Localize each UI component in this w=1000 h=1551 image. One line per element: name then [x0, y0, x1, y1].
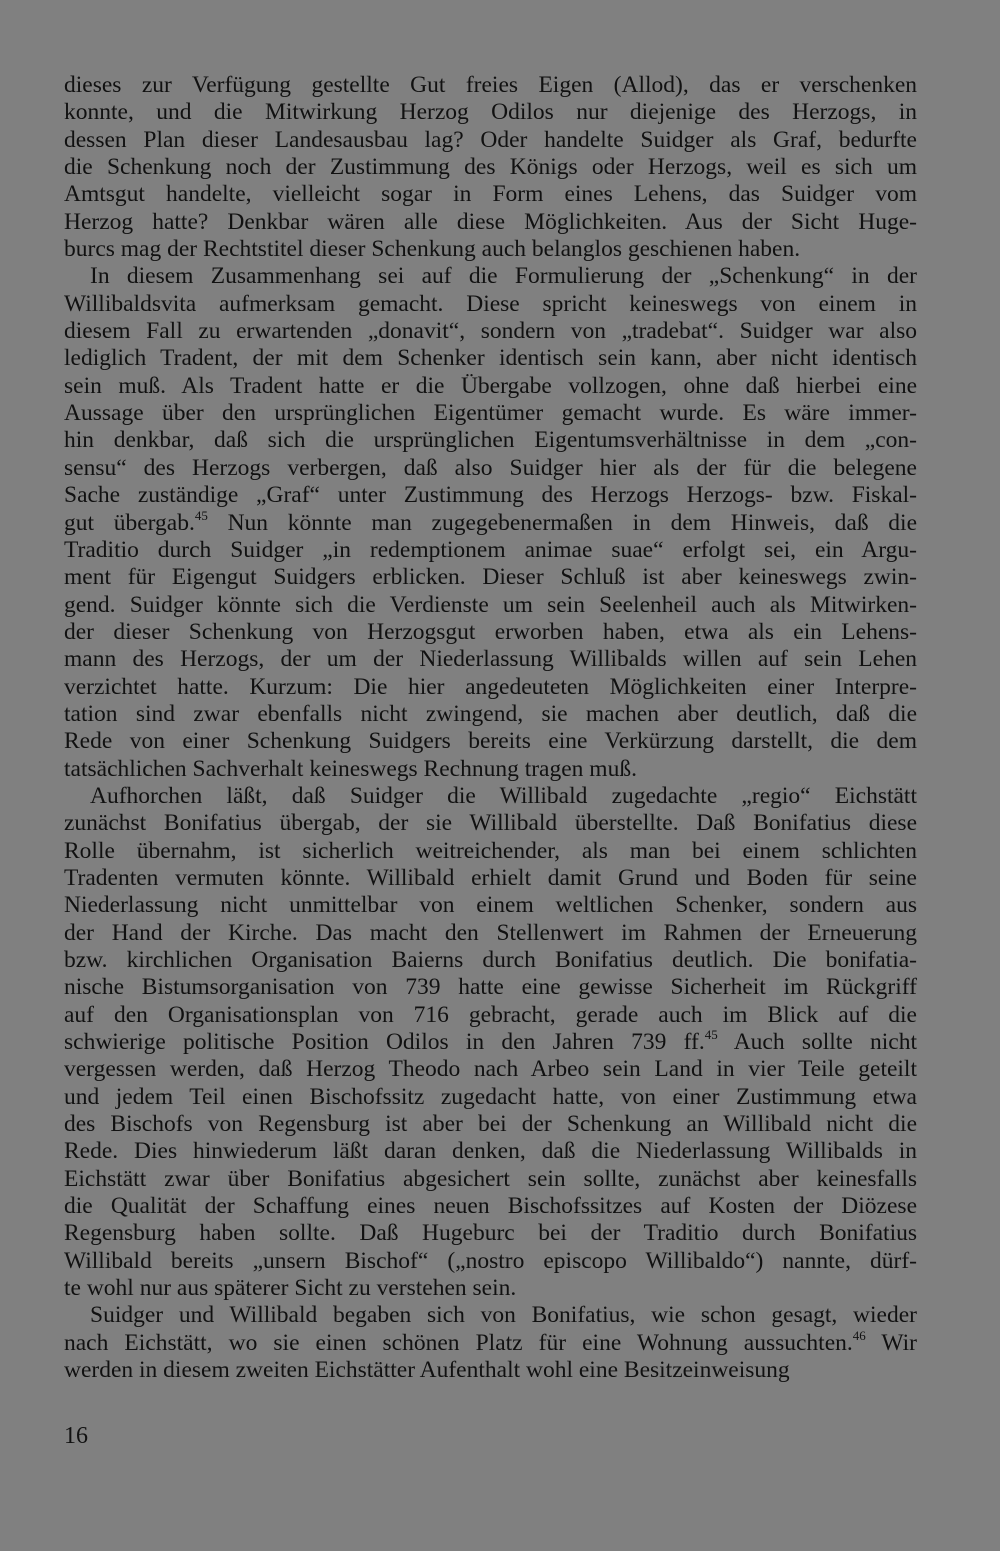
text-line: In diesem Zusammenhang sei auf die Formulierung der „Schenkung“ in der	[90, 263, 917, 290]
text-line: die Qualität der Schaffung eines neuen Bischofssitzes auf Kosten der Diözese	[64, 1193, 917, 1220]
text-line: Sache zuständige „Graf“ unter Zustimmung des Herzogs Herzogs- bzw. Fiskal-	[64, 482, 917, 509]
text-line: lediglich Tradent, der mit dem Schenker identisch sein kann, aber nicht identisch	[64, 345, 917, 372]
text-line: sein muß. Als Tradent hatte er die Übergabe vollzogen, ohne daß hierbei eine	[64, 372, 917, 399]
text-line: Willibaldsvita aufmerksam gemacht. Diese spricht keineswegs von einem in	[64, 290, 917, 317]
text-line: der dieser Schenkung von Herzogsgut erworben haben, etwa als ein Lehens-	[64, 618, 917, 645]
text-line: Rolle übernahm, ist sicherlich weitreichender, als man bei einem schlichten	[64, 837, 917, 864]
text-line: Rede von einer Schenkung Suidgers bereits eine Verkürzung darstellt, die dem	[64, 728, 917, 755]
footnote-ref: 46	[852, 1327, 866, 1343]
text-line: hin denkbar, daß sich die ursprünglichen Eigentumsverhältnisse in dem „con-	[64, 427, 917, 454]
text-line: Rede. Dies hinwiederum läßt daran denken, daß die Niederlassung Willibalds in	[64, 1138, 917, 1165]
text-line: dieses zur Verfügung gestellte Gut freies Eigen (Allod), das er verschenken	[64, 72, 917, 98]
text-line: Herzog hatte? Denkbar wären alle diese Möglichkeiten. Aus der Sicht Huge-	[64, 208, 917, 235]
text-line: sensu“ des Herzogs verbergen, daß also Suidger hier als der für die belegene	[64, 454, 917, 481]
text-line: Willibald bereits „unsern Bischof“ („nostro episcopo Willibaldo“) nannte, dürf-	[64, 1247, 917, 1274]
text-line: dessen Plan dieser Landesausbau lag? Oder handelte Suidger als Graf, bedurfte	[64, 126, 917, 153]
footnote-ref: 45	[194, 507, 208, 523]
text-line: ment für Eigengut Suidgers erblicken. Dieser Schluß ist aber keineswegs zwin-	[64, 564, 917, 591]
body-text	[64, 72, 917, 1385]
text-line: konnte, und die Mitwirkung Herzog Odilos nur diejenige des Herzogs, in	[64, 99, 917, 126]
text-line: burcs mag der Rechtstitel dieser Schenkung auch belanglos geschienen haben.	[64, 236, 801, 263]
text-line: Suidger und Willibald begaben sich von Bonifatius, wie schon gesagt, wieder	[90, 1302, 917, 1329]
text-line: Regensburg haben sollte. Daß Hugeburc bei der Traditio durch Bonifatius	[64, 1220, 917, 1247]
text-line: Niederlassung nicht unmittelbar von einem weltlichen Schenker, sondern aus	[64, 892, 917, 919]
text-line: gut übergab.$^{45}$ Nun könnte man zugegebenermaßen in dem Hinweis, daß die	[64, 507, 917, 536]
text-line: Traditio durch Suidger „in redemptionem animae suae“ erfolgt sei, ein Argu-	[64, 536, 917, 563]
page-number: 16	[64, 1423, 88, 1449]
text-line: Amtsgut handelte, vielleicht sogar in Form eines Lehens, das Suidger vom	[64, 181, 917, 208]
paragraph	[64, 1302, 917, 1384]
text-line: bzw. kirchlichen Organisation Baierns durch Bonifatius deutlich. Die bonifatia-	[64, 947, 917, 973]
text-line: die Schenkung noch der Zustimmung des Königs oder Herzogs, weil es sich um	[64, 154, 917, 181]
text-line: werden in diesem zweiten Eichstätter Aufenthalt wohl eine Besitzeinweisung	[64, 1357, 790, 1384]
text-line: schwierige politische Position Odilos in den Jahren 739 ff.$^{45}$ Auch sollte nicht	[64, 1027, 917, 1056]
text-line: gend. Suidger könnte sich die Verdienste um sein Seelenheil auch als Mitwirken-	[64, 591, 917, 618]
text-line: zunächst Bonifatius übergab, der sie Willibald überstellte. Daß Bonifatius diese	[64, 810, 917, 837]
text-line: Eichstätt zwar über Bonifatius abgesichert sein sollte, zunächst aber keinesfalls	[64, 1165, 917, 1192]
text-line: tatsächlichen Sachverhalt keineswegs Rechnung tragen muß.	[64, 755, 637, 782]
text-line: te wohl nur aus späterer Sicht zu verstehen sein.	[64, 1275, 517, 1302]
text-line: Tradenten vermuten könnte. Willibald erhielt damit Grund und Boden für seine	[64, 864, 917, 891]
text-line: Aussage über den ursprünglichen Eigentümer gemacht wurde. Es wäre immer-	[64, 400, 917, 427]
paragraph	[64, 783, 917, 1303]
text-line: verzichtet hatte. Kurzum: Die hier angedeuteten Möglichkeiten einer Interpre-	[64, 673, 917, 700]
text-line: nach Eichstätt, wo sie einen schönen Platz für eine Wohnung aussuchten.$^{46}$ Wir	[64, 1327, 918, 1356]
text-line: nische Bistumsorganisation von 739 hatte eine gewisse Sicherheit im Rückgriff	[64, 974, 917, 1001]
text-line: Aufhorchen läßt, daß Suidger die Willibald zugedachte „regio“ Eichstätt	[90, 782, 917, 809]
text-line: diesem Fall zu erwartenden „donavit“, sondern von „tradebat“. Suidger war also	[64, 318, 917, 345]
text-line: vergessen werden, daß Herzog Theodo nach Arbeo sein Land in vier Teile geteilt	[64, 1056, 917, 1083]
footnote-ref: 45	[704, 1027, 718, 1043]
text-line: und jedem Teil einen Bischofssitz zugedacht hatte, von einer Zustimmung etwa	[64, 1083, 917, 1110]
text-line: auf den Organisationsplan von 716 gebracht, gerade auch im Blick auf die	[64, 1001, 917, 1028]
paragraph	[64, 263, 917, 783]
text-line: der Hand der Kirche. Das macht den Stellenwert im Rahmen der Erneuerung	[64, 919, 917, 946]
text-line: des Bischofs von Regensburg ist aber bei der Schenkung an Willibald nicht die	[64, 1111, 917, 1138]
text-line: mann des Herzogs, der um der Niederlassung Willibalds willen auf sein Lehen	[64, 646, 917, 673]
text-line: tation sind zwar ebenfalls nicht zwingend, sie machen aber deutlich, daß die	[64, 700, 917, 727]
paragraph	[64, 72, 917, 263]
